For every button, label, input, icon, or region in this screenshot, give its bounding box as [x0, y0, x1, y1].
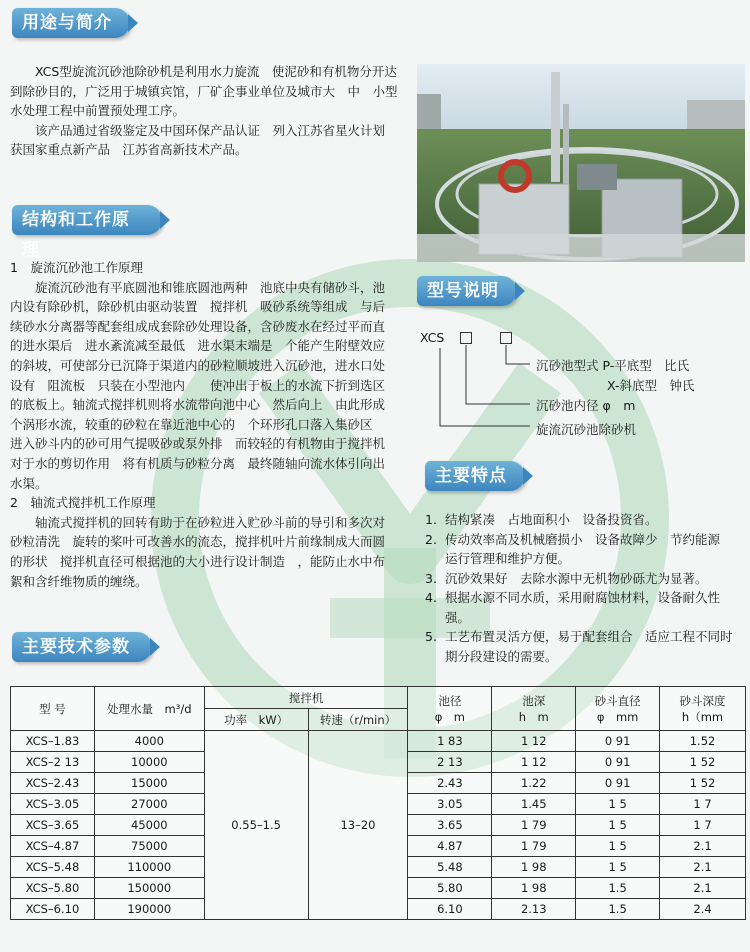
model-line-1a: 沉砂池型式 P-平底型 比氏	[536, 358, 690, 373]
feature-item: 4. 根据水源不同水质，采用耐腐蚀材料，设备耐久性强。	[425, 590, 721, 625]
model-line-3: 旋流沉砂池除砂机	[536, 422, 637, 437]
params-table	[10, 686, 746, 920]
th-pool-dia: 池径 φ m	[408, 687, 492, 731]
structure-heading-1: 1 旋流沉砂池工作原理	[10, 260, 143, 275]
table-row: XCS–6.10 190000 6.10 2.13 1.5 2.4	[11, 899, 746, 920]
th-power: 功率 kW）	[204, 709, 308, 731]
product-photo	[417, 64, 745, 262]
table-row: XCS–2.43 15000 2.43 1.22 0 91 1 52	[11, 773, 746, 794]
feature-item: 3. 沉砂效果好 去除水源中无机物砂砾尤为显著。	[425, 570, 708, 586]
model-line-2: 沉砂池内径 φ m	[536, 398, 636, 413]
section-header-usage: 用途与简介	[12, 8, 130, 38]
th-flow: 处理水量 m³/d	[94, 687, 204, 731]
table-row: XCS–5.48 110000 5.48 1 98 1 5 2.1	[11, 857, 746, 878]
table-row: XCS–3.05 27000 3.05 1.45 1 5 1 7	[11, 794, 746, 815]
section-header-structure: 结构和工作原理	[12, 205, 162, 235]
table-row: XCS–2 13 10000 2 13 1 12 0 91 1 52	[11, 752, 746, 773]
table-row: XCS–4.87 75000 4.87 1 79 1 5 2.1	[11, 836, 746, 857]
feature-item: 2. 传动效率高及机械磨损小 设备故障少 节约能源 运行管理和维护方便。	[425, 531, 733, 566]
speed-value: 13–20	[308, 731, 408, 920]
power-value: 0.55–1.5	[204, 731, 308, 920]
feature-item: 1. 结构紧凑 占地面积小 设备投资省。	[425, 512, 658, 527]
structure-paragraph-2: 轴流式搅拌机的回转有助于在砂粒进入贮砂斗前的导引和多次对砂粒清洗 旋转的桨叶可改善水的流态，搅拌机叶片前缘制成大而圆的形状 搅拌机直径可根据池的大小进行设计制造 ，能防止水中布絮和含纤维物质的缠绕。	[10, 514, 386, 589]
model-prefix: XCS	[420, 330, 445, 345]
model-diagram	[420, 330, 740, 450]
th-hopper-depth: 砂斗深度 h（mm	[660, 687, 746, 731]
features-list	[425, 510, 743, 666]
usage-paragraph-1: XCS型旋流沉砂池除砂机是利用水力旋流 使泥砂和有机物分开达到除砂目的，广泛用于城镇宾馆，厂矿企事业单位及城市大 中 小型水处理工程中前置预处理工序。	[10, 64, 398, 119]
usage-paragraph-2: 该产品通过省级鉴定及中国环保产品认证 列入江苏省星火计划 获国家重点新产品 江苏省高新技术产品。	[10, 122, 398, 158]
model-line-1b: X-斜底型 钟氏	[607, 378, 695, 393]
feature-item: 5. 工艺布置灵活方便，易于配套组合 适应工程不同时期分段建设的需要。	[425, 629, 733, 664]
table-row: XCS–1.83 4000 0.55–1.5 13–20 1 83 1 12 0 91 1.52	[11, 731, 746, 752]
structure-paragraph-1: 旋流沉砂池有平底圆池和锥底圆池两种 池底中央有储砂斗，池内设有除砂机，除砂机由驱动装置 搅拌机 吸砂系统等组成 与后续砂水分离器等配套组成成套除砂处理设备，含砂废水在经过平而直的进水渠后 进水紊流减至最低 进水渠末端是 个能产生附壁效应的斜坡，可使部分已沉降于渠道内的砂粒顺坡进入沉砂池，进水口处设有 阻流板 只装在小型池内 使冲出于板上的水流下折到选区的底板上。轴流式搅拌机则将水流带向池中心 然后向上 由此形成 个涡形水流，较重的砂粒在靠近池中心的 个环形孔口落入集砂区 进入砂斗内的砂可用气提吸砂或泵外排 而较轻的有机物由于搅拌机对于水的剪切作用 将有机质与砂粒分离 最终随轴向流水体引向出水渠。	[10, 279, 398, 491]
table-row: XCS–5.80 150000 5.80 1 98 1.5 2.1	[11, 878, 746, 899]
th-speed: 转速（r/min）	[308, 709, 408, 731]
section-header-params: 主要技术参数	[12, 632, 152, 662]
usage-text	[10, 62, 405, 160]
section-header-model: 型号说明	[417, 276, 517, 306]
th-mixer: 搅拌机	[204, 687, 408, 709]
structure-text	[10, 258, 398, 591]
th-pool-depth: 池深 h m	[492, 687, 576, 731]
th-model: 型 号	[11, 687, 95, 731]
table-row: XCS–3.65 45000 3.65 1 79 1 5 1 7	[11, 815, 746, 836]
section-header-features: 主要特点	[425, 461, 525, 491]
sand-remover-photo-icon	[417, 64, 745, 262]
structure-heading-2: 2 轴流式搅拌机工作原理	[10, 495, 156, 511]
th-hopper-dia: 砂斗直径 φ mm	[576, 687, 660, 731]
